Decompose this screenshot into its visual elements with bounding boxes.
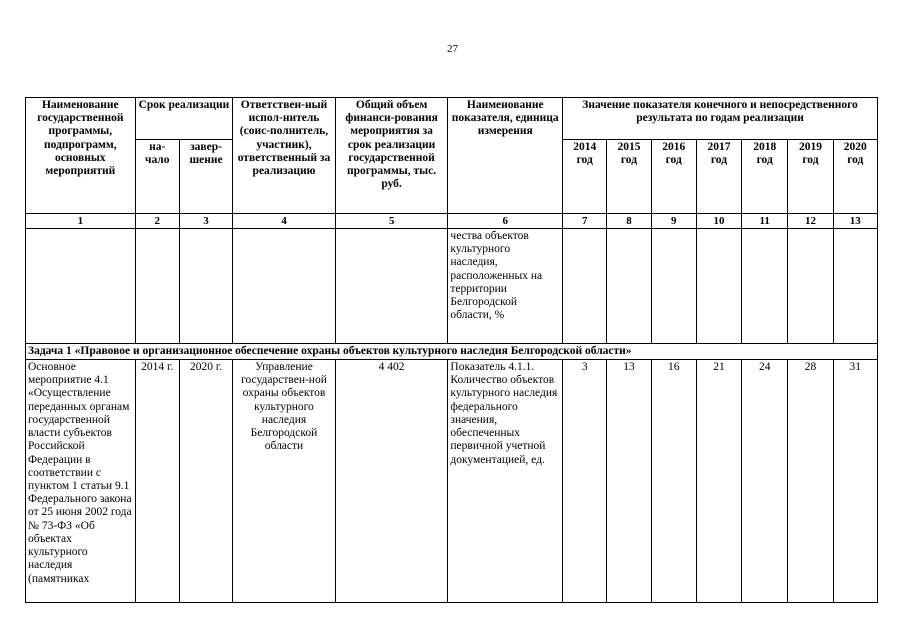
activity-start: 2014 г. — [135, 360, 179, 603]
table-cell — [335, 229, 448, 344]
table-cell — [742, 229, 788, 344]
header-year: 2016 год — [651, 140, 696, 214]
activity-financing: 4 402 — [335, 360, 448, 603]
column-number: 4 — [233, 214, 336, 229]
activity-name: Основное мероприятие 4.1 «Осуществление переданных органам государственной власти субъектов Российской Федерации в соответствии с пунктом 1 статьи 9.1 Федерального закона от 25 июня 2002 года № 73-ФЗ «Об объектах культурного наследия (памятниках — [26, 360, 136, 603]
column-number: 7 — [563, 214, 607, 229]
activity-row — [26, 360, 878, 603]
header-end: завер-шение — [179, 140, 232, 214]
value-2014: 3 — [563, 360, 607, 603]
header-program-name: Наименование государственной программы, подпрограмм, основных мероприятий — [26, 98, 136, 214]
header-row-top — [26, 98, 878, 140]
column-number: 3 — [179, 214, 232, 229]
header-year: 2017 год — [696, 140, 741, 214]
table-cell — [26, 229, 136, 344]
column-number: 10 — [696, 214, 741, 229]
value-2015: 13 — [607, 360, 651, 603]
header-indicator: Наименование показателя, единица измерения — [448, 98, 563, 214]
table-cell — [833, 229, 877, 344]
value-2016: 16 — [651, 360, 696, 603]
column-number: 12 — [788, 214, 833, 229]
column-number: 1 — [26, 214, 136, 229]
value-2019: 28 — [788, 360, 833, 603]
table-cell — [696, 229, 741, 344]
table-cell — [135, 229, 179, 344]
header-financing: Общий объем финанси-рования мероприятия за срок реализации государственной программы, тыс. руб. — [335, 98, 448, 214]
column-number: 13 — [833, 214, 877, 229]
header-term: Срок реализации — [135, 98, 233, 140]
column-number: 2 — [135, 214, 179, 229]
page-number: 27 — [447, 43, 458, 55]
value-2020: 31 — [833, 360, 877, 603]
activity-end: 2020 г. — [179, 360, 232, 603]
task-row — [26, 344, 878, 360]
table-cell — [607, 229, 651, 344]
header-values-by-year: Значение показателя конечного и непосредственного результата по годам реализации — [563, 98, 878, 140]
table-cell — [563, 229, 607, 344]
header-year: 2015 год — [607, 140, 651, 214]
column-number: 5 — [335, 214, 448, 229]
header-year: 2020 год — [833, 140, 877, 214]
header-executor: Ответствен-ный испол-нитель (соис-полнитель, участник), ответственный за реализацию — [233, 98, 336, 214]
continuation-row — [26, 229, 878, 344]
table-cell — [651, 229, 696, 344]
task-title: Задача 1 «Правовое и организационное обеспечение охраны объектов культурного наследия Белгородской области» — [26, 344, 878, 360]
table-cell — [179, 229, 232, 344]
column-number: 6 — [448, 214, 563, 229]
header-start: на-чало — [135, 140, 179, 214]
column-number-row — [26, 214, 878, 229]
table-cell — [233, 229, 336, 344]
column-number: 8 — [607, 214, 651, 229]
indicator-table — [25, 97, 878, 603]
continuation-indicator: чества объектов культурного наследия, расположенных на территории Белгородской области, % — [448, 229, 563, 344]
column-number: 9 — [651, 214, 696, 229]
value-2017: 21 — [696, 360, 741, 603]
table-cell — [788, 229, 833, 344]
header-year: 2018 год — [742, 140, 788, 214]
column-number: 11 — [742, 214, 788, 229]
activity-indicator: Показатель 4.1.1. Количество объектов культурного наследия федерального значения, обеспеченных первичной учетной документацией, ед. — [448, 360, 563, 603]
header-year: 2014 год — [563, 140, 607, 214]
value-2018: 24 — [742, 360, 788, 603]
header-year: 2019 год — [788, 140, 833, 214]
activity-executor: Управление государствен-ной охраны объектов культурного наследия Белгородской области — [233, 360, 336, 603]
